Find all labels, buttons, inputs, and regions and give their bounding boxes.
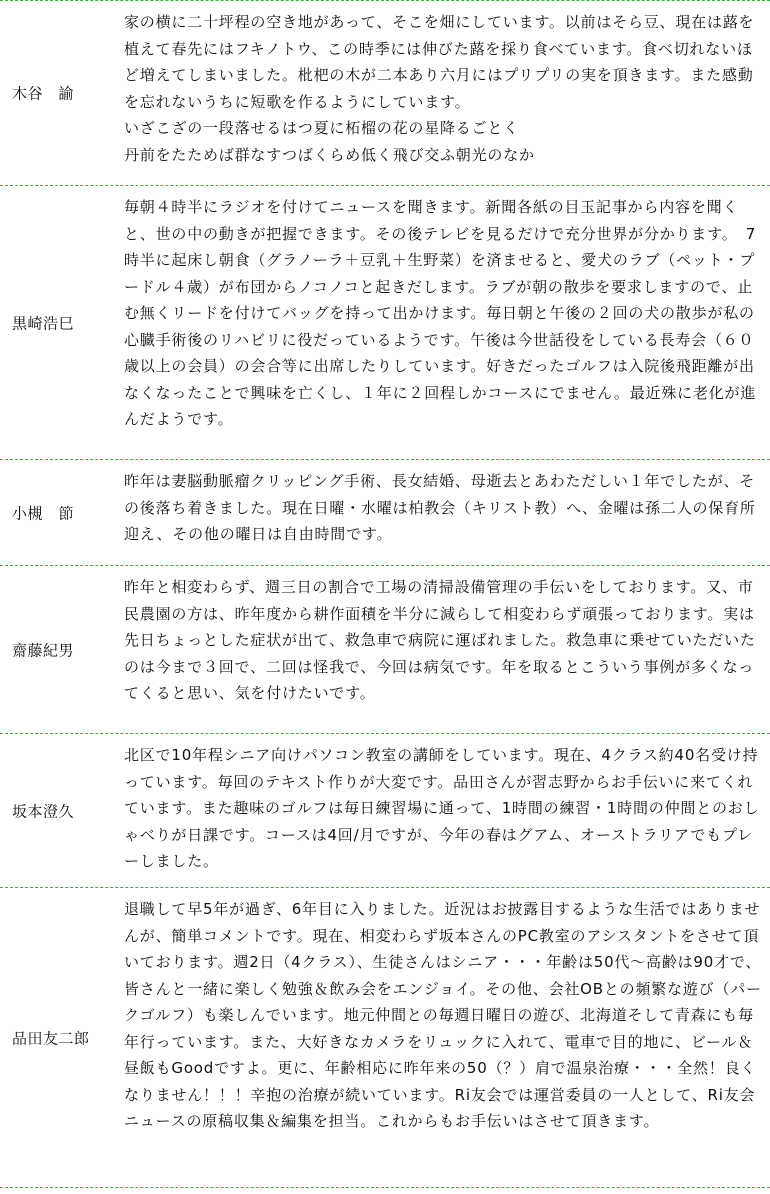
member-name: 坂本澄久 [12,802,75,820]
entry-row [0,566,770,734]
entry-paragraph: 家の横に二十坪程の空き地があって、そこを畑にしています。以前はそら豆、現在は蕗を植えて春先にはフキノトウ、この時季には伸びた蕗を採り食べています。食べ切れないほど増えてしまいました。枇杷の木が二本あり六月にはプリプリの実を頂きます。また感動を忘れないうちに短歌を作るようにしています。 [124,13,755,111]
entry-row [0,460,770,566]
member-name: 黒崎浩巳 [12,314,75,332]
tanka-line: いざこざの一段落せるはつ夏に柘榴の花の星降るごとく [124,119,520,137]
entry-text [124,9,764,168]
entry-paragraph: 毎朝４時半にラジオを付けてニュースを聞きます。新聞各紙の目玉記事から内容を聞くと、世の中の動きが把握できます。その後テレビを見るだけで充分世界が分かります。 7時半に起床し朝食（グラノーラ＋豆乳＋生野菜）を済ませると、愛犬のラブ（ペット・プードル４歳）が布団からノコノコと起きだします。ラブが朝の散歩を要求しますので、止む無くリードを付けてバッグを持って出かけます。毎日朝と午後の２回の犬の散歩が私の心臓手術後のリハビリに役だっているようです。午後は今世話役をしている長寿会（６０歳以上の会員）の会合等に出席したりしています。好きだったゴルフは入院後飛距離が出なくなったことで興味を亡くし、１年に２回程しかコースにでません。最近殊に老化が進んだようです。 [124,198,757,428]
member-name: 齋藤紀男 [12,641,75,659]
member-name: 木谷 諭 [12,84,75,103]
entry-paragraph: 昨年と相変わらず、週三日の割合で工場の清掃設備管理の手伝いをしております。又、市民農園の方は、昨年度から耕作面積を半分に減らして相変わらず頑張っております。実は先日ちょっとした症状が出て、救急車で病院に運ばれました。救急車に乗せていただいたのは今まで３回で、二回は怪我で、今回は病気です。年を取るとこういう事例が多くなってくると思い、気を付けたいです。 [124,578,756,702]
entry-text [124,742,764,875]
entry-text [124,896,764,1135]
entry-row [0,888,770,1188]
tanka-line: 丹前をたためば群なすつばくらめ低く飛び交ふ朝光のなか [124,145,535,164]
entry-row [0,186,770,460]
entry-text [124,574,764,707]
entry-row [0,0,770,186]
member-name: 小槻 節 [12,504,75,522]
entry-text [124,468,764,548]
member-name: 品田友二郎 [12,1029,90,1047]
entry-paragraph: 退職して早5年が過ぎ、6年目に入りました。近況はお披露目するような生活ではありませんが、簡単コメントです。現在、相変わらず坂本さんのPC教室のアシスタントをさせて頂いております。週2日（4クラス）、生徒さんはシニア・・・年齢は50代～高齢は90才で、皆さんと一緒に楽しく勉強＆飲み会をエンジョイ。その他、会社OBとの頻繁な遊び（パークゴルフ）も楽しんでいます。地元仲間との毎週日曜日の遊び、北海道そして青森にも毎年行っています。また、大好きなカメラをリュックに入れて、電車で目的地に、ビール＆昼飯もGoodですよ。更に、年齢相応に昨年来の50（？）肩で温泉治療・・・全然！良くなりません！！！辛抱の治療が続いています。Ri友会では運営委員の一人として、Ri友会ニュースの原稿収集＆編集を担当。これからもお手伝いはさせて頂きます。 [124,900,762,1130]
entry-paragraph: 北区で10年程シニア向けパソコン教室の講師をしています。現在、4クラス約40名受け持っています。毎回のテキスト作りが大変です。品田さんが習志野からお手伝いに来てくれています。また趣味のゴルフは毎日練習場に通って、1時間の練習・1時間の仲間とのおしゃべりが日課です。コースは4回/月ですが、今年の春はグアム、オーストラリアでもプレーしました。 [124,746,760,870]
entry-paragraph: 昨年は妻脳動脈瘤クリッピング手術、長女結婚、母逝去とあわただしい１年でしたが、その後落ち着きました。現在日曜・水曜は柏教会（キリスト教）へ、金曜は孫二人の保育所迎え、その他の曜日は自由時間です。 [124,472,756,543]
entry-row [0,734,770,888]
entry-text [124,194,764,433]
